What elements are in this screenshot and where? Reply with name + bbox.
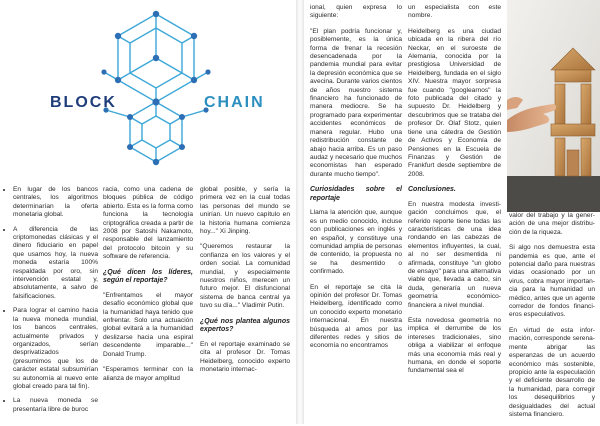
blockchain-network-logo bbox=[6, 6, 278, 176]
paragraph: valor del trabajo y la generación de una mejor distribución de la riqueza. bbox=[509, 212, 595, 236]
wooden-blocks-house-photo bbox=[507, 0, 600, 212]
paragraph: Heidelberg es una ciudad ubicada en la ribera del río Neckar, en el suroeste de Alemania, conocida por la prestigiosa Universidad de Heidelberg, fundada en el siglo XIV. Nuestra mayor sorpresa fue cuando "googlearnos" la foto publicada del citado y supuesto Dr. Heidelberg y descubrimos que se trataba del profesor Dr. Olaf Stotz, quien tiene una cátedra de Gestión de Activos y Economía de Pensiones en la Escuela de Finanzas y Gestión de Frankfurt desde septiembre de 2008. bbox=[408, 27, 501, 178]
paragraph: "Queremos restaurar la confianza en los valores y el orden social. La comunidad mundial, y especialmente nuestros niños, merecen un futuro mejor. El disfuncional sistema de banca central ya tuvo su día..." Vladimir Putin. bbox=[200, 243, 290, 310]
paragraph: Si algo nos demuestra esta pandemia es que, ante el potencial daño para nuestras vidas ocasionado por un virus, cobra mayor importancia para la humanidad un médico, antes que un agente corredor de fondos financieros especulativos. bbox=[509, 244, 595, 319]
list-item: • A diferencia de las criptomonedas clásicas y el dinero fiduciario en papel que usamos hoy, la nueva moneda estaría 100% respaldada por oro, sin intervención estatal y, absolutamente, a salvo de falsificaciones. bbox=[13, 226, 98, 302]
list-item: • La nueva moneda se presentaría libre de buroc bbox=[13, 397, 98, 414]
paragraph: "Enfrentamos el mayor desafío económico global que la humanidad haya tenido que enfrentar. Solo una actuación global evitará a la humanidad deslizarse hacia una espiral descendente imparable..." Donald Trump. bbox=[103, 291, 193, 358]
section-heading: ¿Qué nos plantea algunos expertos? bbox=[200, 317, 290, 334]
paragraph: En el reportaje examinado se cita al profesor Dr. Tomas Heidelberg, conocido experto monetario internac- bbox=[200, 340, 290, 374]
paragraph: Esta novedosa geometría no implica el derrumbe de los intereses tradicionales, sino obliga a viabilizar el enfoque más una economía más real y humana, en donde el soporte fundamental sea el bbox=[408, 317, 501, 375]
paragraph: En virtud de esta información, corresponde serenamente abrigar las esperanzas de un acuerdo económico más sostenible, propicio ante la especulación y el deficiente desarrollo de la humanidad, para corregir los desequilibrios y desigualdades del actual sistema financiero. bbox=[509, 326, 595, 418]
column-1 bbox=[4, 186, 98, 420]
paragraph: racia, como una cadena de bloques pública de código abierto. Esta es la forma como funciona la tecnología criptográfica creada a partir de 2008 por Satoshi Nakamoto, responsable del lanzamiento del protocolo bitcoin y su software de referencia. bbox=[103, 186, 193, 261]
paragraph: En el reportaje se cita la opinión del profesor Dr. Tomas Heidelberg, identificado como un conocido experto monetario internacional. En nuestra búsqueda al amos por las diferentes redes y sitios de economía no encontramos bbox=[310, 283, 402, 350]
paragraph: En nuestra modesta investigación concluimos que, el referido reporte tiene todas las características de una idea rondando en las cabezas de elementos influyentes, la cual, al no ser desmentida ni afirmada, constituye "un globo de ensayo" para una alternativa viable que, llevada a cabo, sin duda, generaría un nueva geometría económico-financiera a nivel mundial. bbox=[408, 200, 501, 309]
page-gutter bbox=[296, 0, 304, 424]
list-item: • En lugar de los bancos centrales, los algoritmos determinarían la oferta monetaria global. bbox=[13, 186, 98, 220]
paragraph: Llama la atención que, aunque es un medio conocido, incluse con publicaciones en inglés y en español, y constituye una comunidad amplia de personas de contenido, la propuesta no se ha desmentido o confirmado. bbox=[310, 209, 402, 276]
quote-paragraph: "El plan podría funcionar y, posiblemente, es la única forma de frenar la recesión desencadenada por la pandemia mundial para evitar la depresión económica que se avecina. Durante varios cientos de años nuestro sistema financiero ha funcionado de manera mediocre. Se ha programado para experimentar accidentes económicos de manera regular. Hubo una redistribución constante de abajo hacia arriba. Es un paso audaz y necesario que muchos economistas han esperado durante mucho tiempo". bbox=[310, 27, 402, 178]
column-3 bbox=[200, 186, 290, 382]
section-heading: Curiosidades sobre el reportaje bbox=[310, 186, 402, 202]
table-surface bbox=[507, 176, 600, 212]
column-4 bbox=[310, 4, 402, 358]
list-item: • Para lograr el camino hacia la nueva moneda mundial, los bancos centrales, actualmente privados y organizados, serían desprivatizados (presumimos que los de carácter estatal subsumirían su autonomía al nuevo ente global creado para tal fin). bbox=[13, 307, 98, 391]
paragraph: un especialista con este nombre. bbox=[408, 4, 501, 20]
column-6 bbox=[509, 212, 595, 426]
logo-word-left: BLOCK bbox=[50, 94, 117, 111]
proposal-list bbox=[4, 186, 98, 414]
section-heading: Conclusiones. bbox=[408, 186, 456, 194]
paragraph: "Esperamos terminar con la alianza de mayor amplitud bbox=[103, 366, 193, 382]
column-5 bbox=[408, 4, 501, 383]
logo-word-right: CHAIN bbox=[204, 94, 265, 111]
section-heading: ¿Qué dicen los líderes, según el reportaje? bbox=[103, 268, 193, 285]
column-2 bbox=[103, 186, 193, 390]
paragraph: global posible, y sería la primera vez en la cual todas las personas del mundo se unirían. Un nuevo capítulo en la historia humana comienza hoy..." Xi Jinping. bbox=[200, 186, 290, 236]
paragraph: ional, quien expresa lo siguiente: bbox=[310, 4, 402, 20]
